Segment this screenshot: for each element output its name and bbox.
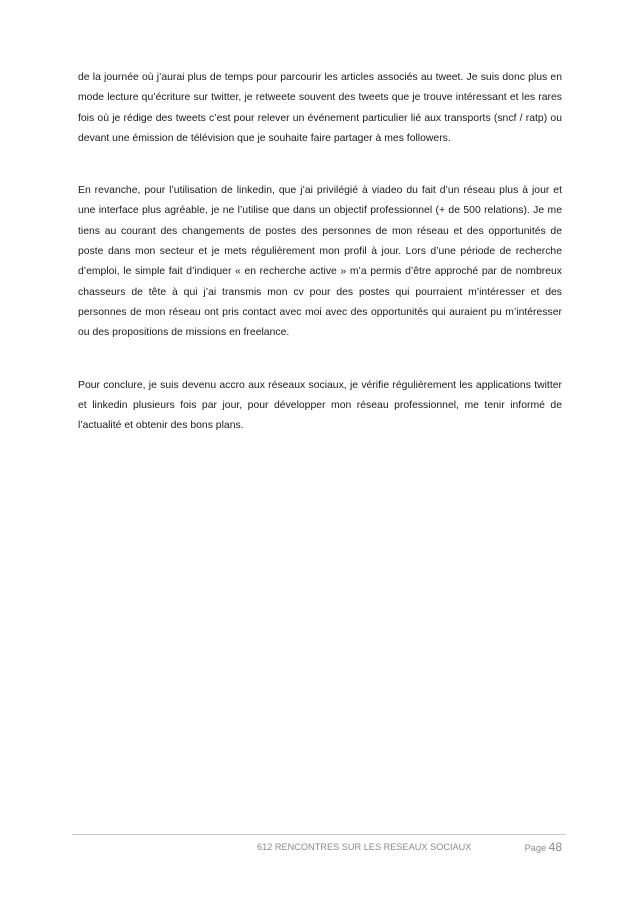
paragraph-twitter-usage: de la journée où j’aurai plus de temps pour parcourir les articles associés au tweet. Je suis donc plus en mode lecture qu’écriture sur twitter, je retweete souvent des tweets que je trouve intéressant et les rares fois où je rédige des tweets c’est pour relever un événement particulier lié aux transports (sncf / ratp) ou devant une émission de télévision que je souhaite faire partager à mes followers.: [78, 72, 562, 144]
footer-page-number: [525, 840, 562, 854]
paragraph-conclusion: Pour conclure, je suis devenu accro aux réseaux sociaux, je vérifie régulièrement les applications twitter et linkedin plusieurs fois par jour, pour développer mon réseau professionnel, me tenir informé de l’actualité et obtenir des bons plans.: [78, 379, 562, 432]
page-number: 48: [548, 840, 562, 854]
footer-divider: [72, 834, 566, 835]
page-label: Page: [524, 843, 547, 853]
footer-document-title: 612 RENCONTRES SUR LES RESEAUX SOCIAUX: [257, 842, 472, 852]
paragraph-linkedin-usage: En revanche, pour l’utilisation de linkedin, que j’ai privilégié à viadeo du fait d’un réseau plus à jour et une interface plus agréable, je ne l’utilise que dans un objectif professionnel (+ de 500 relations). Je me tiens au courant des changements de postes des personnes de mon réseau et des opportunités de poste dans mon secteur et je mets régulièrement mon profil à jour. Lors d’une période de recherche d’emploi, le simple fait d’indiquer « en recherche active » m’a permis d’être approché par de nombreux chasseurs de tête à qui j’ai transmis mon cv pour des postes qui pourraient m’intéresser et des personnes de mon réseau ont pris contact avec moi avec des opportunités qui auraient pu m’intéresser ou des propositions de missions en freelance.: [78, 185, 562, 339]
body-text: [78, 68, 562, 436]
